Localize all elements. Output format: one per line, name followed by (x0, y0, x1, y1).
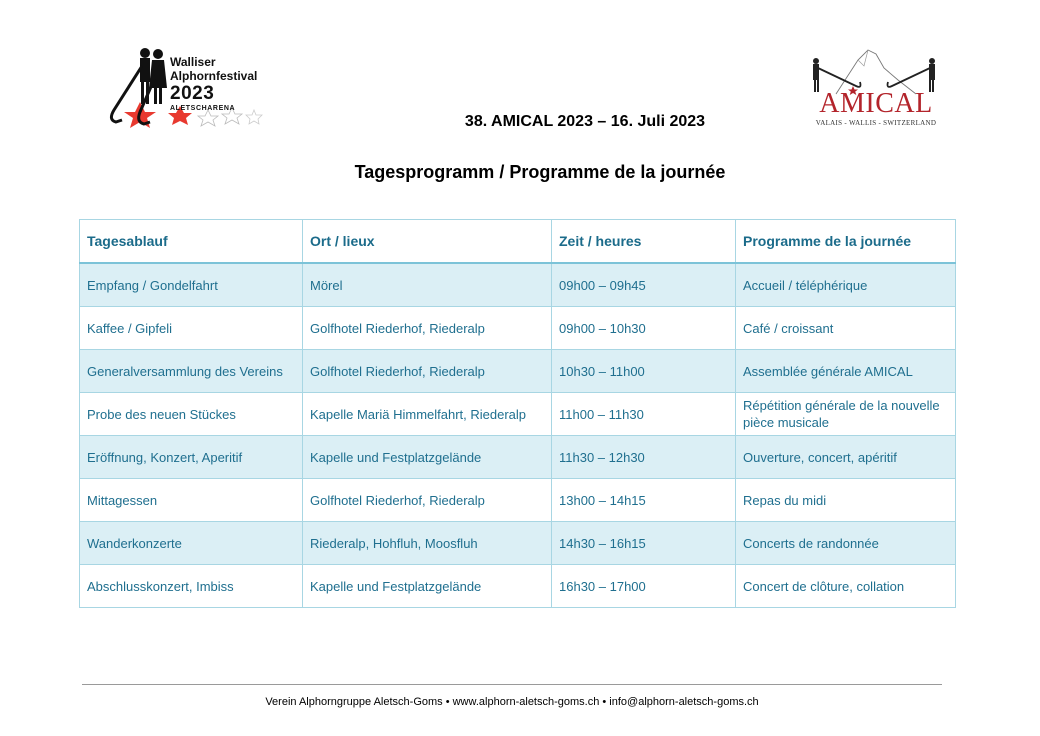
event-title: 38. AMICAL 2023 – 16. Juli 2023 (464, 113, 706, 130)
cell-location: Kapelle und Festplatzgelände (303, 436, 552, 479)
cell-programme: Accueil / téléphérique (736, 263, 956, 307)
festival-logo (100, 40, 275, 128)
cell-programme: Concert de clôture, collation (736, 565, 956, 608)
cell-location: Golfhotel Riederhof, Riederalp (303, 350, 552, 393)
cell-time: 11h30 – 12h30 (552, 436, 736, 479)
cell-location: Golfhotel Riederhof, Riederalp (303, 479, 552, 522)
program-title: Tagesprogramm / Programme de la journée (354, 162, 726, 182)
schedule-table (79, 219, 956, 608)
amical-name: AMICAL (819, 88, 933, 119)
cell-time: 09h00 – 09h45 (552, 263, 736, 307)
table-row (80, 436, 956, 479)
cell-activity: Kaffee / Gipfeli (80, 307, 303, 350)
cell-location: Kapelle und Festplatzgelände (303, 565, 552, 608)
cell-programme: Ouverture, concert, apéritif (736, 436, 956, 479)
cell-time: 13h00 – 14h15 (552, 479, 736, 522)
table-row (80, 307, 956, 350)
footer-divider (82, 684, 942, 685)
cell-location: Riederalp, Hohfluh, Moosfluh (303, 522, 552, 565)
cell-programme: Repas du midi (736, 479, 956, 522)
cell-activity: Wanderkonzerte (80, 522, 303, 565)
table-row (80, 350, 956, 393)
footer-text: Verein Alphorngruppe Aletsch-Goms • www.alphorn-aletsch-goms.ch • info@alphorn-aletsch-goms.ch (265, 696, 759, 708)
cell-activity: Generalversammlung des Vereins (80, 350, 303, 393)
cell-time: 14h30 – 16h15 (552, 522, 736, 565)
cell-activity: Mittagessen (80, 479, 303, 522)
cell-location: Golfhotel Riederhof, Riederalp (303, 307, 552, 350)
cell-time: 16h30 – 17h00 (552, 565, 736, 608)
cell-programme: Répétition générale de la nouvelle pièce musicale (736, 393, 956, 436)
cell-time: 10h30 – 11h00 (552, 350, 736, 393)
cell-programme: Assemblée générale AMICAL (736, 350, 956, 393)
header-ort: Ort / lieux (303, 220, 552, 264)
table-row (80, 479, 956, 522)
table-header-row (80, 220, 956, 264)
cell-location: Mörel (303, 263, 552, 307)
logo-line-4: ALETSCHARENA (170, 105, 236, 112)
cell-programme: Concerts de randonnée (736, 522, 956, 565)
header-programme: Programme de la journée (736, 220, 956, 264)
cell-location: Kapelle Mariä Himmelfahrt, Riederalp (303, 393, 552, 436)
table-row (80, 565, 956, 608)
logo-line-2: Alphornfestival (170, 69, 258, 83)
table-row (80, 522, 956, 565)
header-zeit: Zeit / heures (552, 220, 736, 264)
amical-logo (806, 42, 942, 132)
table-row (80, 263, 956, 307)
cell-time: 09h00 – 10h30 (552, 307, 736, 350)
cell-activity: Empfang / Gondelfahrt (80, 263, 303, 307)
cell-activity: Eröffnung, Konzert, Aperitif (80, 436, 303, 479)
table-row (80, 393, 956, 436)
amical-subtitle: VALAIS - WALLIS - SWITZERLAND (815, 119, 937, 127)
logo-line-1: Walliser (170, 55, 216, 69)
cell-activity: Abschlusskonzert, Imbiss (80, 565, 303, 608)
header-tagesablauf: Tagesablauf (80, 220, 303, 264)
cell-time: 11h00 – 11h30 (552, 393, 736, 436)
cell-activity: Probe des neuen Stückes (80, 393, 303, 436)
cell-programme: Café / croissant (736, 307, 956, 350)
logo-year: 2023 (170, 83, 215, 104)
